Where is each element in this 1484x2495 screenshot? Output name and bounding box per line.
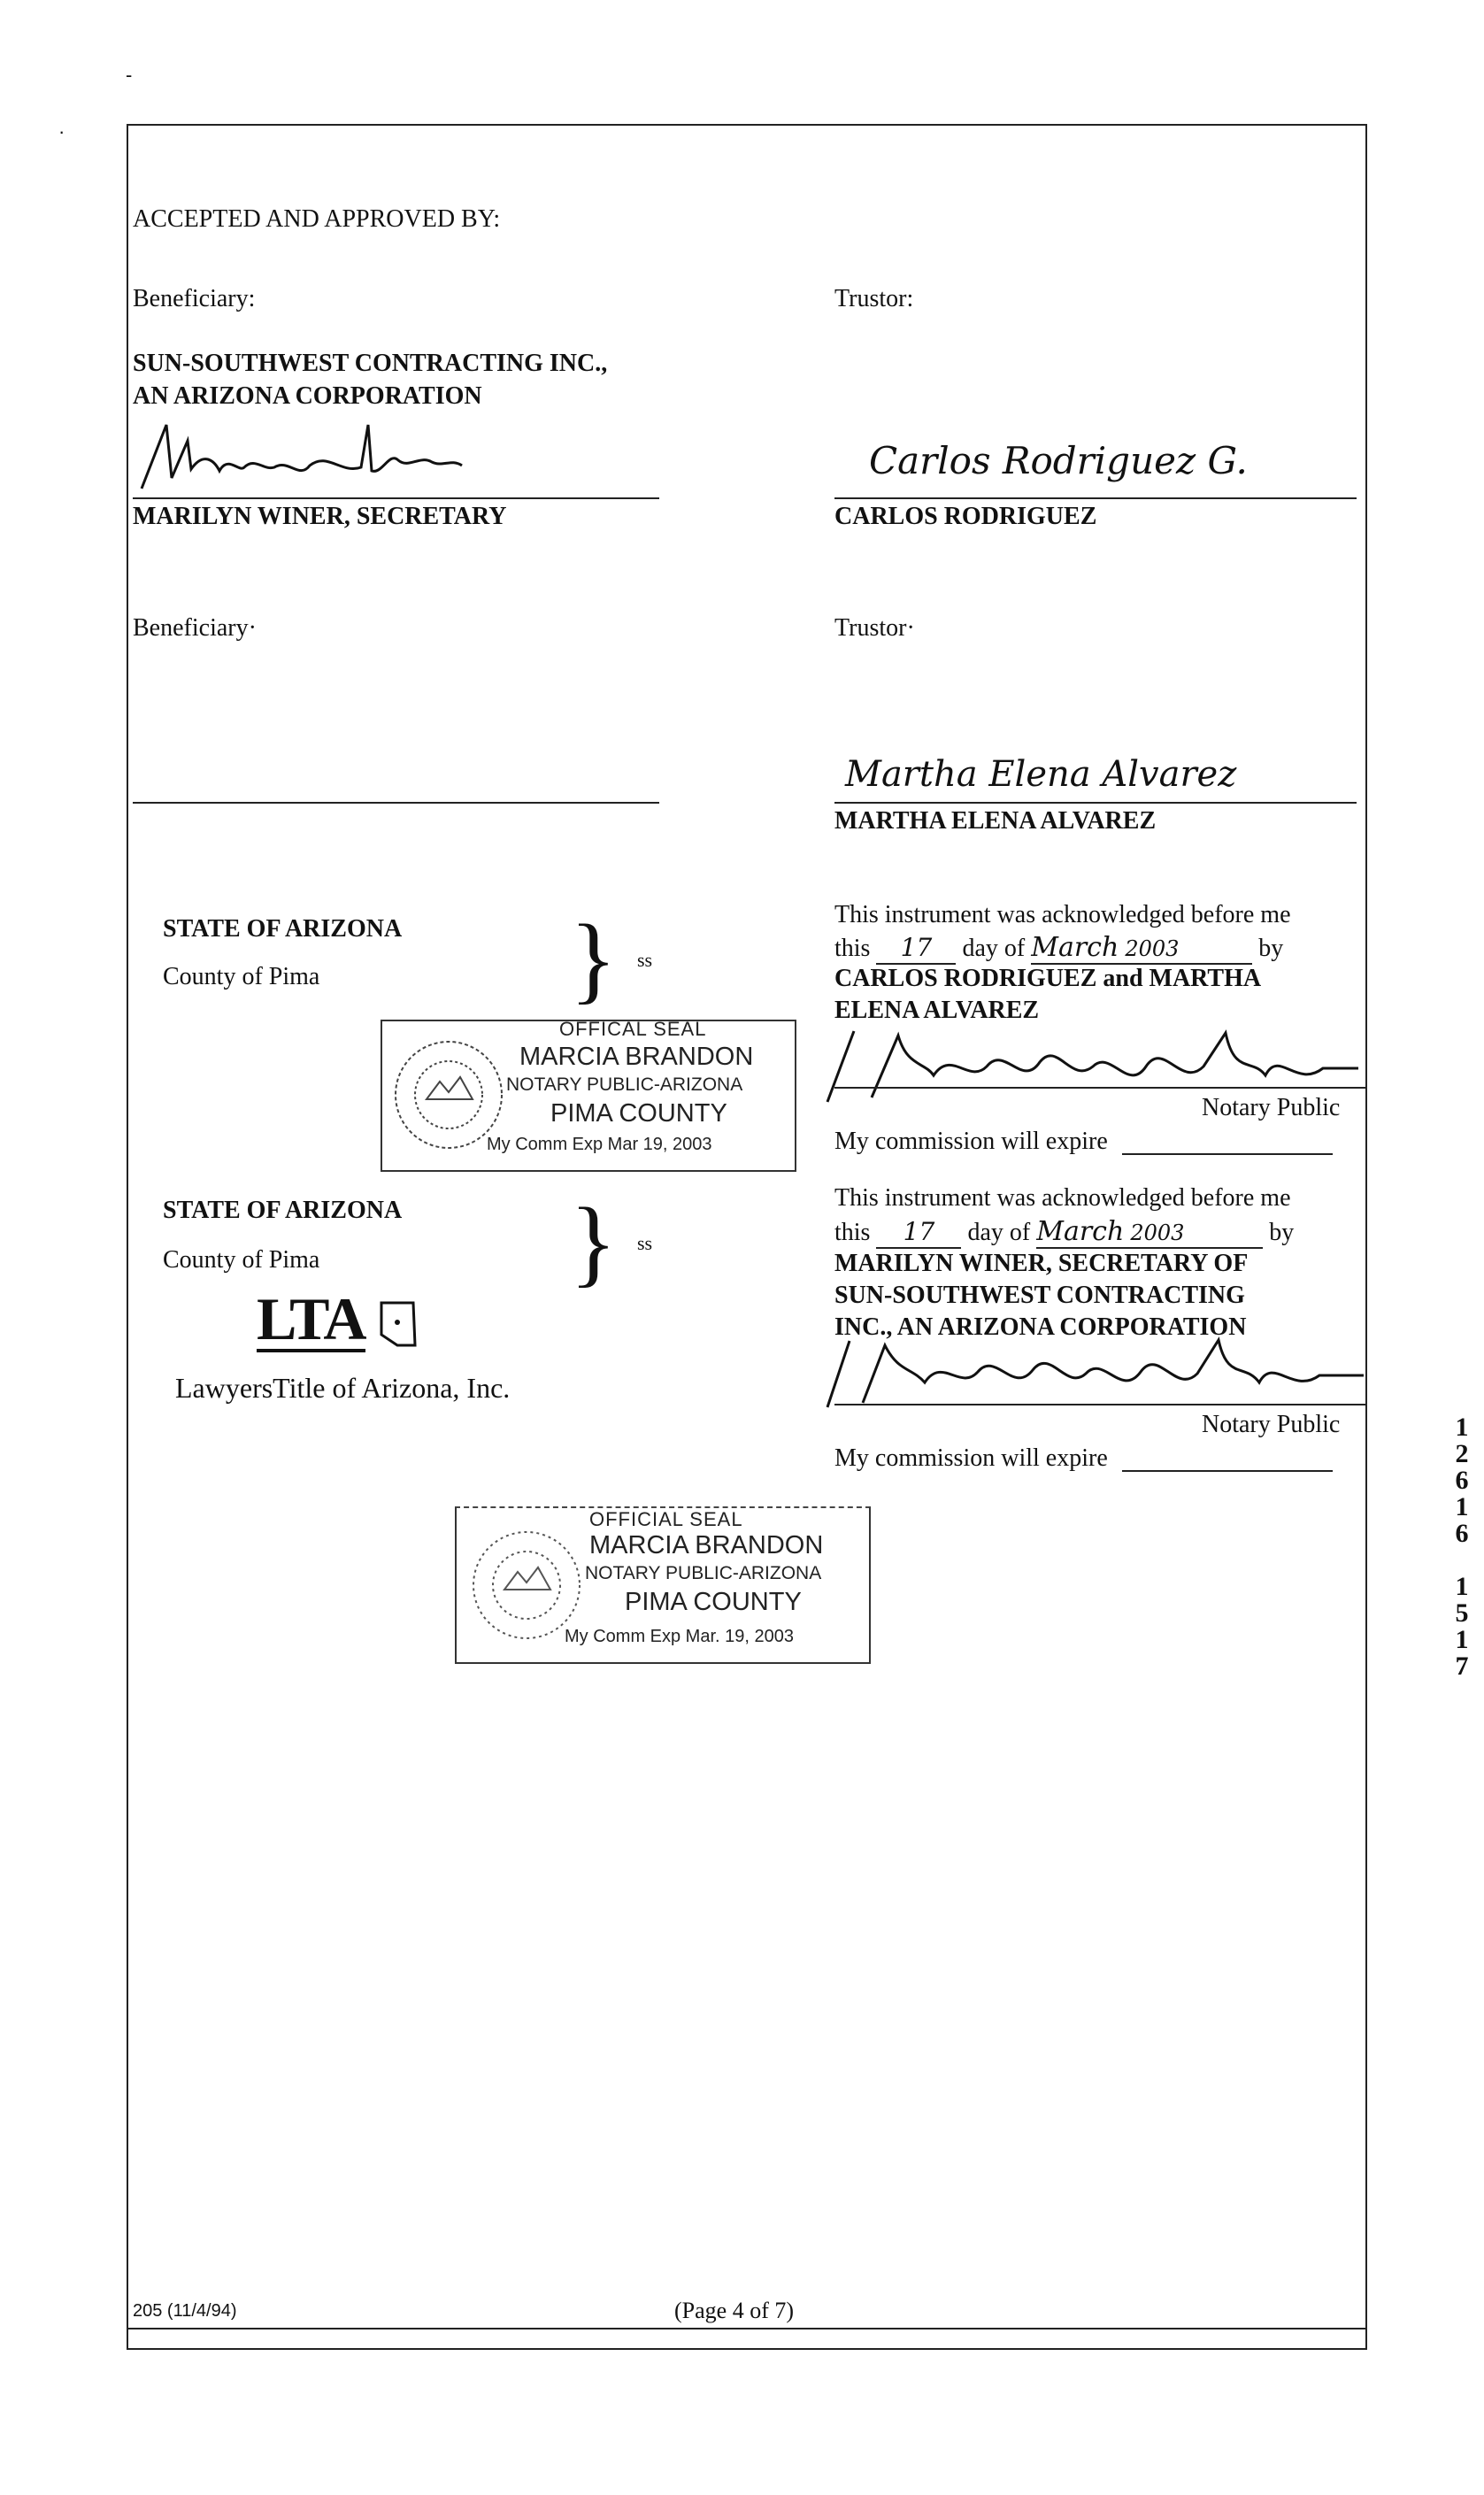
notary2-county: County of Pima [163,1246,320,1274]
notary1-state: STATE OF ARIZONA [163,915,403,943]
notary1-day-of: day of [962,935,1026,962]
notary2-by: by [1269,1219,1295,1246]
header-mark-dash: - [126,64,133,86]
notary1-names-line1: CARLOS RODRIGUEZ and MARTHA [834,965,1262,992]
notary1-signature-line [834,1087,1367,1089]
notary2-state: STATE OF ARIZONA [163,1197,403,1224]
beneficiary-company-line2: AN ARIZONA CORPORATION [133,382,482,410]
notary1-by: by [1258,935,1284,962]
trustor-label-2: Trustor· [834,614,915,642]
notary2-names-line1: MARILYN WINER, SECRETARY OF [834,1250,1249,1277]
notary2-commission-line [1122,1470,1333,1472]
martha-alvarez-signature: Martha Elena Alvarez [845,754,1237,795]
notary2-names-line2: SUN-SOUTHWEST CONTRACTING [834,1282,1245,1309]
header-mark-dot: · [58,120,65,142]
notary1-county: County of Pima [163,963,320,990]
trustor-label-1: Trustor: [834,285,914,312]
notary2-notary-public: Notary Public [1202,1411,1341,1438]
beneficiary-company-line1: SUN-SOUTHWEST CONTRACTING INC., [133,350,608,377]
notary2-this: this [834,1219,871,1246]
arizona-seal-emblem-2 [469,1528,584,1643]
notary2-day: 17 [903,1217,935,1246]
notary1-ss: ss [637,949,653,971]
notary1-notary-public: Notary Public [1202,1094,1341,1121]
marilyn-winer-signature [133,416,531,496]
notary2-ss: ss [637,1232,653,1254]
form-code: 205 (11/4/94) [133,2301,237,2321]
lawyers-title-name: LawyersTitle of Arizona, Inc. [175,1372,511,1404]
notary2-signature-line [834,1404,1367,1405]
notary2-day-of: day of [967,1219,1031,1246]
notary2-brace: } [570,1188,617,1296]
notary2-month: March [1036,1216,1125,1247]
beneficiary-signature-line-1 [133,497,659,499]
carlos-rodriguez-signature: Carlos Rodriguez G. [869,439,1248,482]
notary1-names-line2: ELENA ALVAREZ [834,997,1040,1024]
notary2-signature [801,1319,1367,1416]
notary1-commission-line [1122,1153,1333,1155]
notary1-day: 17 [900,933,933,962]
footer-divider [127,2328,1367,2329]
notary2-year: 2003 [1130,1221,1185,1245]
beneficiary-label-1: Beneficiary: [133,285,256,312]
trustor-signature-line-1 [834,497,1357,499]
arizona-map-icon [378,1299,419,1349]
notary1-year: 2003 [1125,936,1180,961]
notary1-brace: } [570,905,617,1013]
trustor-signer-2: MARTHA ELENA ALVAREZ [834,807,1157,835]
page-number: (Page 4 of 7) [674,2298,795,2323]
notary2-ack-line2 [834,1216,1294,1249]
lta-logo-mark: LTA [257,1285,365,1352]
notary1-ack-line1: This instrument was acknowledged before me [834,901,1291,928]
beneficiary-signature-line-2 [133,802,659,804]
notary1-this: this [834,935,871,962]
trustor-signature-line-2 [834,802,1357,804]
lawyers-title-logo [257,1285,419,1352]
notary1-month: March [1031,932,1119,963]
notary2-commission: My commission will expire [834,1444,1108,1472]
notary2-ack-line1: This instrument was acknowledged before me [834,1184,1291,1212]
notary-seal-2: OFFICIAL SEAL MARCIA BRANDON NOTARY PUBLIC-ARIZONA PIMA COUNTY My Comm Exp Mar. 19, 2003 [455,1506,871,1664]
beneficiary-signer-1: MARILYN WINER, SECRETARY [133,503,507,530]
notary1-commission: My commission will expire [834,1128,1108,1155]
acceptance-heading: ACCEPTED AND APPROVED BY: [133,205,501,233]
beneficiary-label-2: Beneficiary· [133,614,257,642]
notary-seal-1: OFFICAL SEAL MARCIA BRANDON NOTARY PUBLIC-ARIZONA PIMA COUNTY My Comm Exp Mar 19, 2003 [381,1020,796,1172]
recording-number-vertical: 1 2 6 1 6 1 5 1 7 [1455,1413,1469,1681]
trustor-signer-1: CARLOS RODRIGUEZ [834,503,1097,530]
notary2-names-line3: INC., AN ARIZONA CORPORATION [834,1313,1247,1341]
notary1-ack-line2 [834,932,1283,965]
